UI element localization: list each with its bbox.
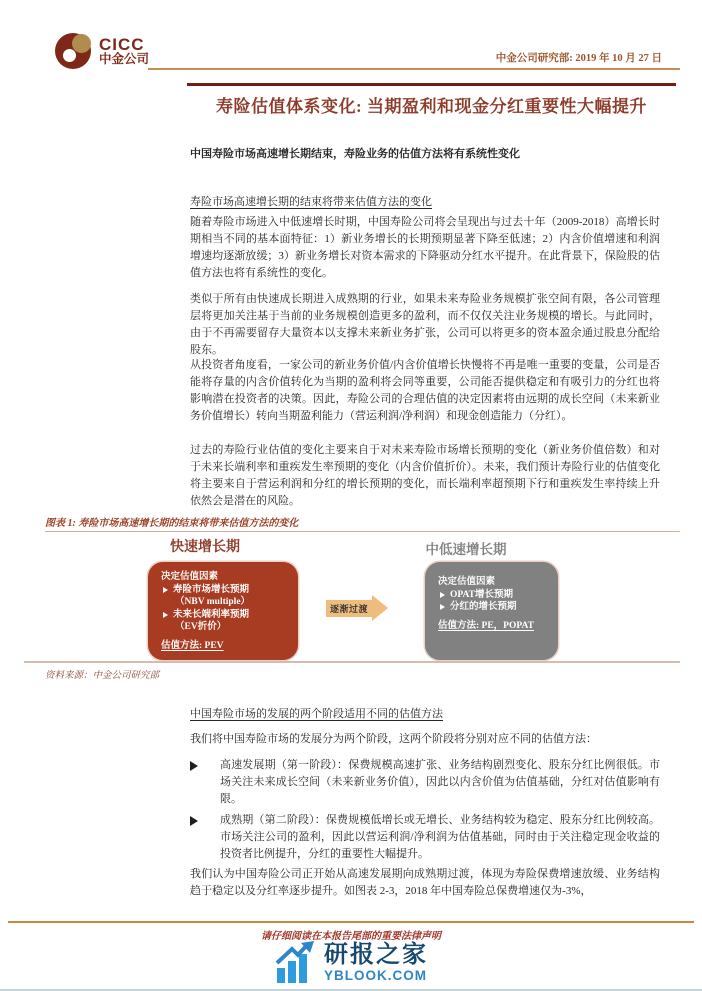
figure1-caption: 图表 1: 寿险市场高速增长期的结束将带来估值方法的变化 bbox=[45, 518, 299, 529]
section2-bullet-2 bbox=[190, 812, 660, 863]
legal-notice: 请仔细阅读在本报告尾部的重要法律声明 bbox=[261, 931, 441, 942]
brand-name-cn: 中金公司 bbox=[99, 52, 150, 67]
figure1-fast-growth-box bbox=[148, 562, 298, 660]
right-box-item-2-line1: 分红的增长预期 bbox=[450, 602, 517, 612]
right-box-factor-label: 决定估值因素 bbox=[438, 577, 496, 587]
watermark-name: 研报之家 bbox=[324, 941, 428, 969]
bar-chart-up-arrow-icon bbox=[274, 941, 318, 985]
section1-paragraph-1: 随着寿险市场进入中低速增长时期，中国寿险公司将会呈现出与过去十年（2009-2018）高增长时期相当不同的基本面特征：1）新业务增长的长期预期显著下降至低速；2）内含价值增速和利润增速均逐渐放缓；3）新业务增长对资本需求的下降驱动分红水平提升。在此背景下，保险股的估值方法也将有系统性的变化。 bbox=[190, 216, 660, 279]
right-box-valuation-method: 估值方法: PE，POPAT bbox=[438, 620, 534, 631]
right-arrow-icon bbox=[372, 595, 388, 621]
research-dept-date: 中金公司研究部: 2019 年 10 月 27 日 bbox=[495, 53, 662, 64]
cicc-logo-text bbox=[99, 36, 149, 67]
right-box-item-2 bbox=[438, 601, 552, 614]
figure1-bottom-rule bbox=[24, 661, 680, 663]
figure1-left-phase-title: 快速增长期 bbox=[170, 540, 240, 555]
left-box-item-1-line2: （NBV multiple） bbox=[175, 597, 251, 607]
left-box-item-1-line1: 寿险市场增长预期 bbox=[173, 584, 250, 595]
left-box-item-2-line1: 未来长端利率预期 bbox=[173, 609, 250, 620]
section1-heading: 寿险市场高速增长期的结束将带来估值方法的变化 bbox=[190, 196, 432, 208]
arrowhead-bullet-icon bbox=[163, 612, 168, 618]
arrowhead-bullet-icon bbox=[440, 604, 445, 610]
section2-intro: 我们将中国寿险市场的发展分为两个阶段，这两个阶段将分别对应不同的估值方法： bbox=[190, 733, 597, 745]
report-title: 寿险估值体系变化: 当期盈利和现金分红重要性大幅提升 bbox=[216, 97, 647, 116]
right-box-item-1-line1: OPAT增长预期 bbox=[450, 589, 513, 600]
transition-arrow-label: 逐渐过渡 bbox=[326, 600, 372, 617]
left-box-factor-label: 决定估值因素 bbox=[161, 572, 219, 582]
cicc-logo bbox=[55, 33, 149, 69]
right-box-item-1 bbox=[438, 589, 552, 602]
left-box-item-2 bbox=[161, 609, 292, 634]
figure1-source: 资料来源：中金公司研究部 bbox=[45, 671, 160, 681]
triangle-bullet-icon bbox=[190, 816, 198, 826]
figure1-right-phase-title: 中低速增长期 bbox=[425, 542, 507, 557]
arrowhead-bullet-icon bbox=[440, 592, 445, 598]
yblook-watermark bbox=[0, 941, 702, 985]
footer-divider bbox=[8, 921, 694, 923]
title-top-rule bbox=[187, 83, 676, 86]
section2-closing-paragraph: 我们认为中国寿险公司正开始从高速发展期向成熟期过渡，体现为寿险保费增速放缓、业务结构趋于稳定以及分红率逐步提升。如图表 2-3，2018 年中国寿险总保费增速仅为-3%， bbox=[190, 868, 660, 897]
transition-arrow bbox=[326, 595, 388, 621]
figure1-caption-rule bbox=[45, 531, 680, 532]
header-divider bbox=[148, 68, 680, 70]
figure1-mid-low-growth-box bbox=[425, 562, 558, 660]
section1-paragraph-2: 类似于所有由快速成长期进入成熟期的行业，如果未来寿险业务规模扩张空间有限，各公司管理层将更加关注基于当前的业务规模创造更多的盈利，而不仅仅关注业务规模的增长。与此同时，由于不再需要留存大量资本以支撑未来新业务扩张，公司可以将更多的资本盈余通过股息分配给股东。 bbox=[190, 293, 660, 356]
lead-statement: 中国寿险市场高速增长期结束，寿险业务的估值方法将有系统性变化 bbox=[190, 148, 520, 160]
arrowhead-bullet-icon bbox=[163, 587, 168, 593]
section2-bullet-2-text: 成熟期（第二阶段）：保费规模低增长或无增长、业务结构较为稳定、股东分红比例较高。市场关注公司的盈利，因此以营运利润/净利润为估值基础，同时由于关注稳定现金收益的投资者比例提升，分红的重要性大幅提升。 bbox=[220, 814, 660, 860]
left-box-item-2-line2: （EV折价） bbox=[175, 622, 227, 632]
left-box-item-1 bbox=[161, 584, 292, 609]
figure1-diagram bbox=[45, 536, 680, 664]
section2-bullet-1-text: 高速发展期（第一阶段）：保费规模高速扩张、业务结构剧烈变化、股东分红比例很低。市场关注未来成长空间（未来新业务价值），因此以内含价值为估值基础，分红对估值影响有限。 bbox=[220, 759, 660, 805]
brand-name: CICC bbox=[99, 34, 145, 54]
section2-heading: 中国寿险市场的发展的两个阶段适用不同的估值方法 bbox=[190, 708, 443, 720]
triangle-bullet-icon bbox=[190, 761, 198, 771]
cicc-logo-icon bbox=[55, 33, 91, 69]
section1-paragraph-3: 从投资者角度看，一家公司的新业务价值/内含价值增长快慢将不再是唯一重要的变量，公司是否能将存量的内含价值转化为当期的盈利将会同等重要，公司能否提供稳定和有吸引力的分红也将影响潜在投资者的决策。因此，寿险公司的合理估值的决定因素将由远期的成长空间（未来新业务价值增长）转向当期盈利能力（营运利润/净利润）和现金创造能力（分红）。 bbox=[190, 359, 660, 422]
section2-bullet-1 bbox=[190, 757, 660, 808]
section1-paragraph-4: 过去的寿险行业估值的变化主要来自于对未来寿险市场增长预期的变化（新业务价值倍数）和对于未来长端利率和重疾发生率预期的变化（内含价值折价）。未来，我们预计寿险行业的估值变化将主要来自于营运利润和分红的增长预期的变化，而长端利率超预期下行和重疾发生率持续上升依然会是潜在的风险。 bbox=[190, 444, 660, 507]
left-box-valuation-method: 估值方法: PEV bbox=[161, 640, 224, 651]
watermark-site: YBLOOK.COM bbox=[324, 968, 427, 984]
